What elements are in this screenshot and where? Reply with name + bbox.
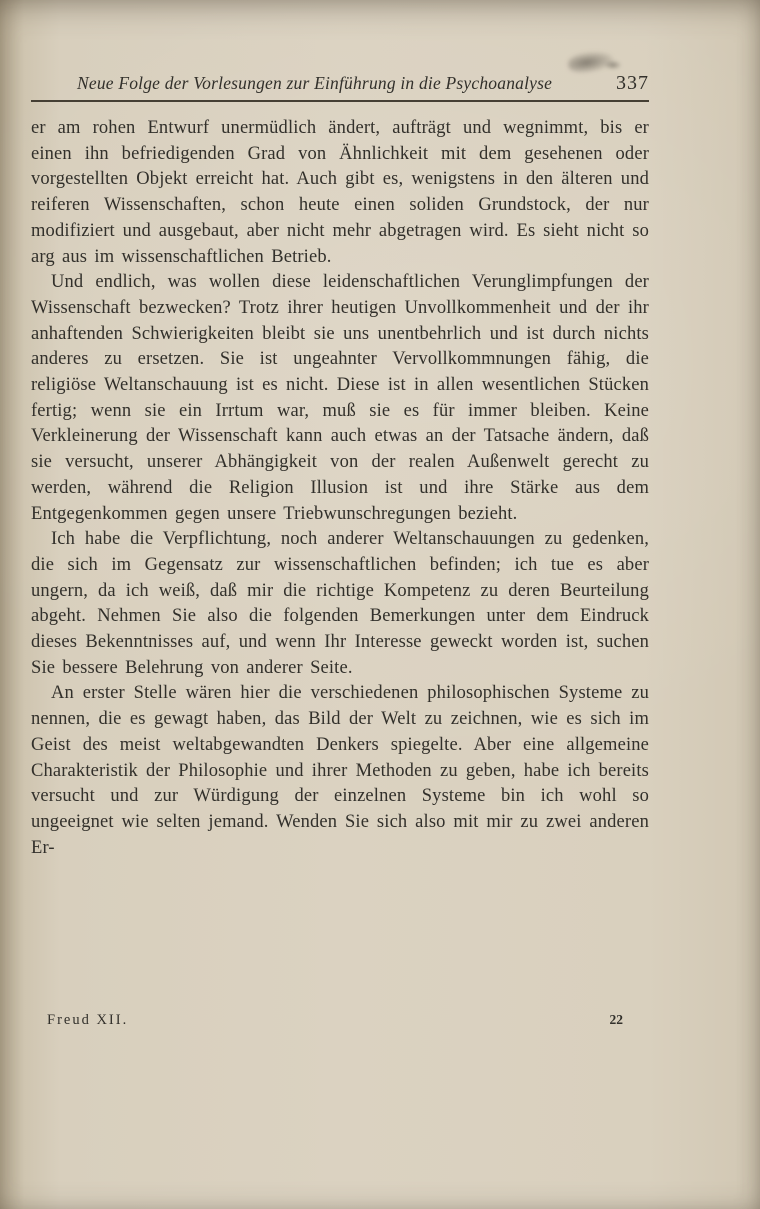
page-footer [31,1012,649,1029]
paragraph: An erster Stelle wären hier die verschiedenen philosophischen Systeme zu nennen, die es gewagt haben, das Bild der Welt zu zeichnen, wie es sich im Geist des meist weltabgewandten Denkers spiegelte. Aber eine allgemeine Charakteristik der Philosophie und ihrer Methoden zu geben, habe ich bereits versucht und zur Würdigung der einzelnen Systeme bin ich wohl so ungeeignet wie selten jemand. Wenden Sie sich also mit mir zu zwei anderen Er- [31,683,649,858]
running-header [31,72,649,102]
running-header-title: Neue Folge der Vorlesungen zur Einführung in die Psychoanalyse [77,73,553,93]
footer-signature-number: 22 [609,1012,623,1027]
paragraph: Ich habe die Verpflichtung, noch anderer Weltanschauungen zu gedenken, die sich im Gegensatz zur wissenschaftlichen befinden; ich tue es aber ungern, da ich weiß, daß mir die richtige Kompetenz zu deren Beurteilung abgeht. Nehmen Sie also die folgenden Bemerkungen unter dem Eindruck dieses Bekenntnisses auf, und wenn Ihr Interesse geweckt worden ist, suchen Sie bessere Belehrung von anderer Seite. [31,529,649,678]
page-number: 337 [616,72,649,94]
footer-volume-label: Freud XII. [47,1012,129,1028]
paragraph: Und endlich, was wollen diese leidenschaftlichen Verunglimpfungen der Wissenschaft bezwecken? Trotz ihrer heutigen Unvollkommenheit und der ihr anhaftenden Schwierigkeiten bleibt sie uns unentbehrlich und ist durch nichts anderes zu ersetzen. Sie ist ungeahnter Vervollkommnungen fähig, die religiöse Weltanschauung ist es nicht. Diese ist in allen wesentlichen Stücken fertig; wenn sie ein Irrtum war, muß sie es für immer bleiben. Keine Verkleinerung der Wissenschaft kann auch etwas an der Tatsache ändern, daß sie versucht, unserer Abhängigkeit von der realen Außenwelt gerecht zu werden, während die Religion Illusion ist und ihre Stärke aus dem Entgegenkommen gegen unsere Triebwunschregungen bezieht. [31,272,649,524]
paragraph: er am rohen Entwurf unermüdlich ändert, aufträgt und wegnimmt, bis er einen ihn befriedigenden Grad von Ähnlichkeit mit dem gesehenen oder vorgestellten Objekt erreicht hat. Auch gibt es, wenigstens in den älteren und reiferen Wissenschaften, schon heute einen soliden Grundstock, der nur modifiziert und ausgebaut, aber nicht mehr abgetragen wird. Es sieht nicht so arg aus im wissenschaftlichen Betrieb. [31,118,649,267]
page-content [31,72,649,861]
page-body [31,116,649,861]
ink-smudge-small [604,60,622,70]
